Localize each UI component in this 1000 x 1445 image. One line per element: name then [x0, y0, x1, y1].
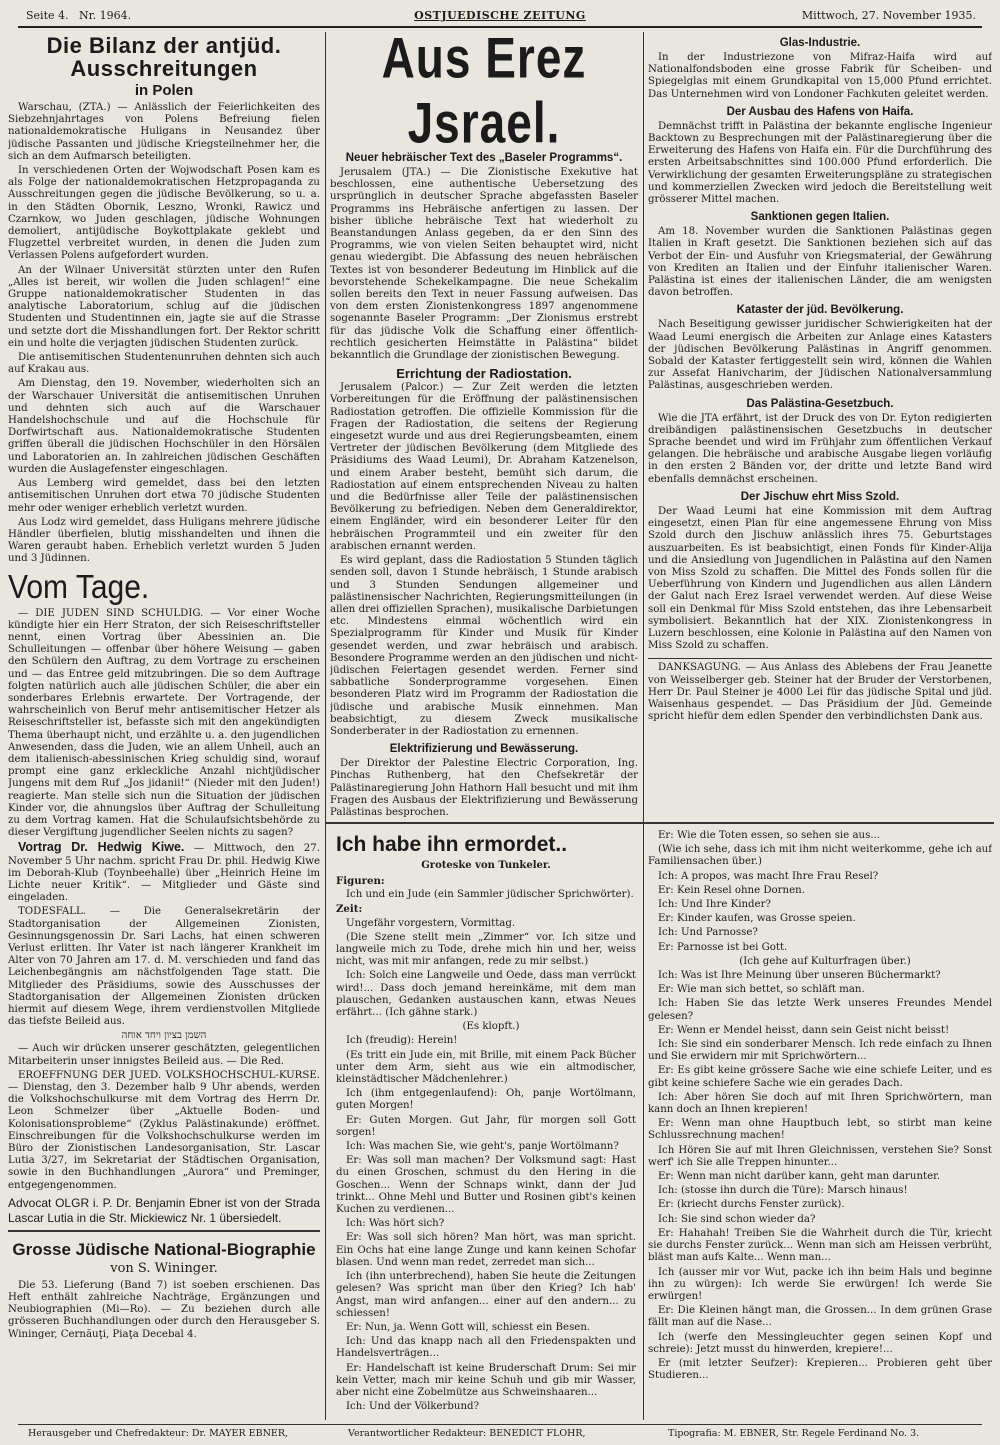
dialog-line: Ich: Was machen Sie, wie geht's, panje Wortölmann?: [346, 1141, 619, 1153]
article-paragraph: Die antisemitischen Studentenunruhen dehnten sich auch auf Krakau aus.: [8, 352, 320, 376]
kiwe-text: — Mittwoch, den 27. November 5 Uhr nachm. spricht Frau Dr. phil. Hedwig Kiwe im Deborah-Klub (Toynbeehalle) über „Heinrich Heine im Lichte neuer Kritik“. — Mitglieder und Gäste sind eingeladen.: [8, 843, 320, 904]
issue-date: Mittwoch, 27. November 1935.: [801, 9, 976, 22]
headline-biographie: Grosse Jüdische National-Biographie: [12, 1239, 316, 1259]
article-paragraph: Am 18. November wurden die Sanktionen Palästinas gegen Italien in Kraft gesetzt. Die Sanktionen beziehen sich auf das Verbot der Ein- und Ausfuhr von Kriegsmaterial, der Gewährung von Krediten an Italien und der Einfuhr italienischer Waren. Palästina ist eines der italienischen Länder, die am wenigsten davon betroffen.: [648, 226, 992, 299]
story-column-1: [336, 830, 636, 1418]
kiwe-notice: [8, 841, 320, 904]
dialog-line: Ich: Aber hören Sie doch auf mit Ihren Sprichwörtern, man kann doch an Ihnen krepieren!: [648, 1091, 992, 1116]
danksagung-notice: DANKSAGUNG. — Aus Anlass des Ablebens der Frau Jeanette von Weisselberger geb. Steiner hat der Bruder der Verstorbenen, Herr Dr. Paul Steiner je 4000 Lei für das jüdische Spital und jüd. Waisenhaus gespendet. — Das Präsidium der Jüd. Gemeinde spricht hiefür dem edlen Spender den verbindlichsten Dank aus.: [648, 662, 992, 723]
headline-sanktionen: Sanktionen gegen Italien.: [750, 211, 890, 224]
story-column-2: [648, 830, 992, 1418]
headline-hafen: Der Ausbau des Hafens von Haifa.: [726, 105, 914, 118]
dialog-line: Ich (freudig): Herein!: [346, 1035, 458, 1047]
article-paragraph: In verschiedenen Orten der Wojwodschaft Posen kam es als Folge der nationaldemokratischen Hetzpropaganda zu Ausschreitungen gegen die jüdische Bevölkerung, so u. a. in den Städten Obornik, Leszno, Wronki, Rawicz und Czarnkow, wo Juden geschlagen, jüdische Wohnungen demoliert, antijüdische Boykottplakate geklebt und Flugzettel verbreitet wurden, in denen die Juden zum Verlassen Polens aufgefordert wurden.: [8, 165, 320, 262]
headline-basel: Neuer hebräischer Text des „Baseler Programms“.: [345, 152, 623, 164]
story-subtitle: Groteske von Tunkeler.: [421, 860, 551, 871]
dialog-line: (Ich gehe auf Kulturfragen über.): [739, 955, 911, 967]
story-title: Ich habe ihn ermordet..: [336, 833, 568, 856]
dialog-line: Ich: Und der Völkerbund?: [346, 1401, 480, 1413]
zeit-label: Zeit:: [336, 903, 363, 916]
dialog-line: Ich: Und Parnosse?: [658, 927, 758, 939]
article-paragraph: Aus Lodz wird gemeldet, dass Huligans mehrere jüdische Händler überfielen, blutig misshandelten und ihnen die Waren geraubt haben. Erheblich verletzt wurden 5 Juden und 3 Jüdinnen.: [8, 516, 320, 565]
headline-bilanz: Die Bilanz der antjüd. Ausschreitungen: [46, 33, 282, 81]
article-paragraph: Aus Lemberg wird gemeldet, dass bei den letzten antisemitischen Unruhen dort etwa 70 jüdische Studenten mehr oder weniger erheblich verletzt wurden.: [8, 478, 320, 514]
column-left: [8, 32, 320, 1412]
dialog-line: Er: Parnosse ist bei Gott.: [658, 941, 788, 953]
dialog-line: Ich (ausser mir vor Wut, packe ich ihn beim Hals und beginne ihn zu würgen): Ich werde Sie erwürgen! Ich werde Sie erwürgen!: [648, 1266, 992, 1302]
dialog-line: Ich: Sie sind ein sonderbarer Mensch. Ich rede einfach zu Ihnen und Sie erwidern mir mit Sprichwörtern...: [648, 1039, 992, 1063]
column-middle: [330, 32, 638, 822]
headline-radio: Errichtung der Radiostation.: [396, 366, 572, 382]
dialog-line: Ich: Was hört sich?: [346, 1218, 445, 1230]
article-paragraph: Jerusalem (JTA.) — Die Zionistische Exekutive hat beschlossen, eine authentische Uebersetzung des ursprünglich in deutscher Sprache abgefassten Baseler Programms ins Hebräische anfertigen zu lassen. Der bisher übliche hebräische Text hat wiederholt zu Beanstandungen Anlass gegeben, da er den Sinn des Programms, wie von vielen Seiten behauptet wird, nicht genau wiedergibt. Die Abfassung des neuen hebräischen Textes ist von besonderer Bedeutung im Hinblick auf die bevorstehende Schekelkampagne. Die neue Schekalim sollen bereits den Text in neuer Fassung aufweisen. Das von dem ersten Zionistenkongress 1897 angenommene sogenannte Baseler Programm: „Der Zionismus erstrebt für das jüdische Volk die Schaffung einer öffentlich-rechtlich gesicherten Heimstätte in Palästina“ bildet bekanntlich die Grundlage der zionistischen Bewegung.: [330, 167, 638, 362]
todesfall-notice: TODESFALL. — Die Generalsekretärin der Stadtorganisation der Allgemeinen Zionisten, Gesinnungsgenossin Dr. Sari Lachs, hat einen schweren Verlust erlitten. Ihr Vater ist nach längerer Krankheit im Alter von 70 Jahren am 17. d. M. verschieden und fand das Leichenbegängnis am nächstfolgenden Tage statt. Die Mitglieder des Präsidiums, sowie des Ausschusses der Stadtorganisation der Allgemeinen Zionisten drücken hiermit auf diesem Wege, ihrem verdienstvollen Mitgliede das tiefste Beileid aus.: [8, 906, 320, 1028]
dialog-line: Ich: Solch eine Langweile und Oede, dass man verrückt wird!... Dass doch jemand hereinkäme, mit dem man plauschen, Gedanken austauschen kann, etwas Neues erfährt... (Ich gähne stark.): [336, 970, 636, 1019]
article-paragraph: Am Dienstag, den 19. November, wiederholten sich an der Warschauer Universität die antisemitischen Unruhen und dehnten sich auch auf die Warschauer Handelshochschule und auf die Hochschule für Dorfwirtschaft aus. Nationaldemokratische Studenten griffen überall die jüdischen Hochschüler in den Hörsälen und Laboratorien an. In zahlreichen jüdischen Geschäften wurden die Auslagefenster eingeschlagen.: [8, 378, 320, 475]
article-paragraph: Wie die JTA erfährt, ist der Druck des von Dr. Eyton redigierten dreibändigen palästinensischen Gesetzbuchs in deutscher Sprache beendet und wird im Frühjahr zum öffentlichen Verkauf gelangen. Die hebräische und arabische Ausgabe liegen vorläufig in den ersten 2 Bänden vor, der dritte und letzte Band wird ebenfalls demnächst erscheinen.: [648, 412, 992, 485]
dialog-line: Er: Wie die Toten essen, so sehen sie aus...: [658, 830, 881, 841]
biographie-author: von S. Wininger.: [110, 1260, 218, 1276]
headline-glas: Glas-Industrie.: [779, 37, 861, 49]
imprint-printer: Tipografia: M. EBNER, Str. Regele Ferdinand No. 3.: [668, 1428, 920, 1439]
vhs-notice: EROEFFNUNG DER JUED. VOLKSHOCHSCHUL-KURSE. — Dienstag, den 3. Dezember halb 9 Uhr abends, werden die Volkshochschulkurse mit dem Vortrag des Herrn Dr. Leon Schmelzer über „Aktuelle Boden- und Kolonisationsprobleme“ (Zyklus Palästinakunde) eröffnet. Einschreibungen für die Volkshochschulkurse werden im Büro der Zionistischen Landesorganisation, Str. Lascar Lutia 3/27, im Sekretariat der Städtischen Organisation, sowie in den Buchhandlungen „Aurora“ und Preminger, entgegengenommen.: [8, 1069, 320, 1191]
article-paragraph: Demnächst trifft in Palästina der bekannte englische Ingenieur Backtown zu Besprechungen mit der Palästinaregierung über die Erweiterung des Hafens von Haifa ein. Für die Durchführung des ersten Arbeitsabschnittes sind 100.000 Pfund erforderlich. Die Verwirklichung der gesamten Erweiterungspläne zu strategischen und kommerziellen Zwecken wird jedoch die Bereitstellung weit grösserer Mittel machen.: [648, 120, 992, 206]
dialog-line: Er: Was soll sich hören? Man hört, was man spricht. Ein Ochs hat eine lange Zunge und kann keinen Schofar blasen. Und wenn man redet, zerredet man sich...: [336, 1232, 636, 1268]
dialog-line: Er: Wenn er Mendel heisst, dann sein Geist nicht beisst!: [658, 1024, 950, 1036]
dialog-line: Ich: A propos, was macht Ihre Frau Resel?: [658, 870, 879, 882]
biographie-text: Die 53. Lieferung (Band 7) ist soeben erschienen. Das Heft enthält zahlreiche Nachträge, Ergänzungen und Neubiographien (Mi—Ro). — Zu beziehen durch alle grösseren Buchhandlungen oder durch den Herausgeber S. Wininger, Cernăuţi, Piaţa Decebal 4.: [8, 1279, 320, 1340]
page-number: Seite 4. Nr. 1964.: [26, 9, 132, 22]
column-rule-1: [325, 32, 326, 1420]
dialog-line: Ich (werfe den Messingleuchter gegen seinen Kopf und schreie): Jetzt musst du hinwerden, krepiere!...: [648, 1331, 992, 1355]
dialog-line: (Es klopft.): [462, 1021, 520, 1033]
dialog-line: Ich: (stosse ihn durch die Türe): Marsch hinaus!: [658, 1185, 908, 1197]
dialog-line: Er: Guten Morgen. Gut Jahr, für morgen soll Gott sorgen!: [336, 1114, 636, 1138]
advocat-ad: Advocat OLGR i. P. Dr. Benjamin Ebner ist von der Strada Lascar Lutia in die Str. Mickiewicz Nr. 1 übersiedelt.: [8, 1195, 320, 1225]
newspaper-title: OSTJUEDISCHE ZEITUNG: [414, 9, 586, 22]
dialog-line: Ich (ihn unterbrechend), haben Sie heute die Zeitungen gelesen? Was spricht man über den Krieg? Ich hab' Angst, man wird anfangen... einer auf den andern... zu schiessen!: [336, 1271, 636, 1319]
article-paragraph: In der Industriezone von Mifraz-Haifa wird auf Nationalfondsboden eine grosse Fabrik für Scheiben- und Spiegelglas mit einem Grundkapital von 15,000 Pfund errichtet. Das Unternehmen wird von Londoner Fachkuten geleitet werden.: [648, 52, 992, 100]
dialog-line: Er: Was soll man machen? Der Volksmund sagt: Hast du einen Groschen, schmust du den Hering in die Goschen... Wenn der Schnaps winkt, dann der Jud trinkt... Ohne Mehl und Butter und Rosinen gibt's keinen Kuchen zu verdienen...: [336, 1155, 636, 1216]
ad-rule: [8, 1230, 320, 1232]
dialog-line: Ich: Und Ihre Kinder?: [658, 899, 771, 911]
figuren-label: Figuren:: [336, 875, 385, 887]
imprint-editor: Verantwortlicher Redakteur: BENEDICT FLOHR,: [348, 1428, 586, 1439]
article-paragraph: Der Direktor der Palestine Electric Corporation, Ing. Pinchas Ruthenberg, hat den Chefsekretär der Palästinaregierung John Hathorn Hall besucht und mit ihm Fragen des Ausbaus der Elektrifizierung und Bewässerung Palästinas besprochen.: [330, 758, 638, 818]
masthead: [18, 6, 982, 28]
headline-gesetzbuch: Das Palästina-Gesetzbuch.: [746, 397, 894, 410]
dialog-line: (Die Szene stellt mein „Zimmer“ vor. Ich sitze und langweile mich zu Tode, drehe mich hin und her, weiss nicht, was mit mir anfangen, rede zu mir selbst.): [336, 931, 636, 968]
article-paragraph: Es wird geplant, dass die Radiostation 5 Stunden täglich senden soll, davon 1 Stunde hebräisch, 1 Stunde arabisch und 3 Stunden Sendungen allgemeiner und palästinensischer Nachrichten, Regierungsmitteilungen (in allen drei offiziellen Sprachen), musikalische Darbietungen etc. Mindestens einmal wöchentlich wird ein Spezialprogramm für Kinder und Musik für Kinder gesendet werden, und zwar hebräisch und arabisch. Besondere Programme werden an den jüdischen und nicht-jüdischen Feiertagen gesendet werden. Ferner sind sabbatliche Sonderprogramme vorgesehen. Einen besonderen Platz wird im Programm der Radiostation die jüdische und arabische Musik einnehmen. Man beabsichtigt, zu diesem Zweck musikalische Sonderberater in der Radiostation zu ernennen.: [330, 555, 638, 737]
headline-elektrifizierung: Elektrifizierung und Bewässerung.: [389, 743, 579, 756]
dialog-line: Er: Handelschaft ist keine Bruderschaft Drum: Sei mir kein Vetter, mach mir keine Schuh und gib mir Wasser, aber nicht eine Zobelmütze aus Schweinshaaren...: [336, 1362, 636, 1398]
dialog-line: (Es tritt ein Jude ein, mit Brille, mit einem Pack Bücher unter dem Arm, sieht aus wie ein altmodischer, kleinstädtischer Mädchenlehrer.): [336, 1049, 636, 1086]
headline-szold: Der Jischuw ehrt Miss Szold.: [740, 490, 900, 503]
section-rule: [326, 822, 994, 824]
dialog-line: Er: (kriecht durchs Fenster zurück).: [658, 1199, 845, 1211]
dialog-line: Ich (ihm entgegenlaufend): Oh, panje Wortölmann, guten Morgen!: [336, 1088, 636, 1112]
hebrew-line: השמן בציון ויחד אוחה: [121, 1030, 207, 1042]
dialog-line: Ich Hören Sie auf mit Ihren Gleichnissen, verstehen Sie? Sonst werf' ich Sie alle Treppen hinunter...: [648, 1144, 992, 1168]
column-right: [648, 32, 992, 822]
article-paragraph: Der Waad Leumi hat eine Kommission mit dem Auftrag eingesetzt, einen Plan für eine angemessene Ehrung von Miss Szold durch den Jischuw anlässlich ihres 75. Geburtstages auszuarbeiten. Es ist beabsichtigt, einen Fonds für Kinder-Alija und die Ansiedlung von Jugendlichen in Palästina auf den Namen von Miss Szold zu schaffen. Die Mittel des Fonds sollen für die Ueberführung von Kindern und Jugendlichen aus allen Ländern der Galut nach Erez Israel verwendet werden. Auf diese Weise soll ein Denkmal für Miss Szold entstehen, das ihre Lebensarbeit symbolisiert. Bekanntlich hat der XIX. Zionistenkongress in Luzern beschlossen, eine Kolonie in Palästina auf den Namen von Miss Szold zu schaffen.: [648, 505, 992, 652]
headline-vom-tage: Vom Tage.: [8, 568, 150, 606]
dialog-line: Er: Kinder kaufen, was Grosse speien.: [658, 913, 856, 925]
dialog-line: Er: Kein Resel ohne Dornen.: [658, 884, 805, 896]
headline-kataster: Kataster der jüd. Bevölkerung.: [736, 304, 904, 317]
headline-bilanz-sub: in Polen: [134, 82, 194, 99]
dialog-line: Er: Wenn man ohne Hauptbuch lebt, so stirbt man keine Schlussrechnung machen!: [648, 1118, 992, 1142]
dialog-line: (Wie ich sehe, dass ich mit ihm nicht weiterkomme, gehe ich auf Familiensachen über.): [648, 844, 992, 868]
dialog-line: Er: Wenn man nicht darüber kann, geht man darunter.: [658, 1171, 941, 1183]
article-paragraph: An der Wilnaer Universität stürzten unter den Rufen „Alles ist bereit, wir wollen die Juden schlagen!“ eine Gruppe nationaldemokratischer Studenten in das analytische Laboratorium, schlug auf die jüdischen Studenten und Studentinnen ein, jagte sie auf die Strasse und setzte dort die Misshandlungen fort. Der Rektor schritt ein und holte die verjagten jüdischen Studenten zurück.: [8, 264, 320, 349]
article-paragraph: Jerusalem (Palcor.) — Zur Zeit werden die letzten Vorbereitungen für die Eröffnung der palästinensischen Radiostation getroffen. Die offizielle Kommission für die Fragen der Radiostation, die seitens der Regierung eingesetzt wurde und aus drei Regierungsbeamten, einem Vertreter der jüdischen Bevölkerung (dem Mitgliede des Präsidiums des Waad Leumi), Dr. Abraham Katzenelson, und einem Araber besteht, bemüht sich darum, die Radiostation auf einem entsprechenden Niveau zu halten und die Bedürfnisse aller Teile der palästinensischen Bevölkerung zu befriedigen. Neben dem Generaldirektor, einem Engländer, wird ein besonderer Leiter für den hebräischen Programmteil und ein zweiter für den arabischen ernannt werden.: [330, 382, 638, 552]
imprint-publisher: Herausgeber und Chefredakteur: Dr. MAYER EBNER,: [28, 1428, 288, 1439]
imprint-footer: [18, 1424, 982, 1439]
kiwe-title: Vortrag Dr. Hedwig Kiwe.: [18, 840, 185, 855]
dialog-line: Ich: Und das knapp nach all den Friedenspakten und Handelsverträgen...: [336, 1336, 636, 1360]
dialog-line: Ich: Haben Sie das letzte Werk unseres Freundes Mendel gelesen?: [648, 998, 992, 1022]
dialog-line: Er: Hahahah! Treiben Sie die Wahrheit durch die Tür, kriecht sie durchs Fenster zurück... Wenn man sich am Heissen verbrüht, bläst man aufs Kalte... Wenn man...: [648, 1227, 992, 1264]
dialog-line: Er: Nun, ja. Wenn Gott will, schiesst ein Besen.: [346, 1321, 591, 1333]
dialog-line: Er: Wie man sich bettet, so schläft man.: [658, 984, 865, 996]
dialog-line: Er (mit letzter Seufzer): Krepieren... Probieren geht über Studieren...: [648, 1357, 992, 1382]
headline-erez-israel: Aus Erez Jsrael.: [381, 32, 587, 155]
dialog-line: Ich: Sie sind schon wieder da?: [658, 1213, 816, 1225]
dank-rule: [648, 658, 992, 659]
dialog-line: Ich: Was ist Ihre Meinung über unseren Büchermarkt?: [658, 970, 941, 982]
article-paragraph: Nach Beseitigung gewisser juridischer Schwierigkeiten hat der Waad Leumi energisch die Arbeiten zur Anlage eines Katasters der jüdischen Bevölkerung Palästinas in Angriff genommen. Sobald der Kataster fertiggestellt sein wird, können die Wahlen zur Assefat Hanivcharim, der Jüdischen Nationalversammlung Palästinas, ausgeschrieben werden.: [648, 319, 992, 392]
column-rule-2: [643, 32, 644, 1420]
figuren-text: Ich und ein Jude (ein Sammler jüdischer Sprichwörter).: [346, 889, 634, 901]
dialog-line: Er: Es gibt keine grössere Sache wie eine schiefe Leiter, und es gibt keine schiefere Sache wie ein gerades Dach.: [648, 1065, 992, 1089]
dialog-line: Er: Die Kleinen hängt man, die Grossen... In dem grünen Grase fällt man auf die Nase...: [648, 1305, 992, 1329]
article-paragraph: Warschau, (ZTA.) — Anlässlich der Feierlichkeiten des Siebzehnjahrtages von Polens Befreiung fielen nationaldemokratische Huligans in Neusandez über jüdische Passanten und jüdische Kriegsteilnehmer her, die sich an dem Aufmarsch beteiligten.: [8, 102, 320, 162]
article-paragraph: — DIE JUDEN SIND SCHULDIG. — Vor einer Woche kündigte hier ein Herr Straton, der sich Reiseschriftsteller nennt, einen Vortrag über Abessinien an. Die Schulleitungen — offenbar über höhere Weisung — gaben den Schülern den Auftrag, zu dem Vortrage zu erscheinen und — das Entree geld mitzubringen. Die so dem Auftrage folgten natürlich auch alle jüdischen Schüler, die aber ein sonderbares Erlebnis erwartete. Der Vortragende, der wahrscheinlich von Beruf mehr antisemitischer Hetzer als Reiseschriftsteller ist, befasste sich mit den angekündigten Thema überhaupt nicht, und erzählte u. a. den jugendlichen Anwesenden, dass die Juden, wie an allem Unheil, auch an dem italienisch-abessinischen Krieg schuldig sind, worauf prompt eine ganz erkleckliche Anzahl nichtjüdischer Jungens mit dem Ruf „Jos jidanii!“ (Nieder mit den Juden!) reagierte. Man stelle sich nun die Situation der jüdischen Kinder vor, die ahnungslos über Auftrag der Schulleitung zu dem Vortrag kamen. Hat die Schulaufsichtsbehörde zu dieser Vergiftung jugendlicher Seelen nichts zu sagen?: [8, 607, 320, 839]
zeit-text: Ungefähr vorgestern, Vormittag.: [346, 917, 516, 929]
beileid-notice: — Auch wir drücken unserer geschätzten, gelegentlichen Mitarbeiterin unser innigstes Beileid aus. — Die Red.: [8, 1043, 320, 1067]
